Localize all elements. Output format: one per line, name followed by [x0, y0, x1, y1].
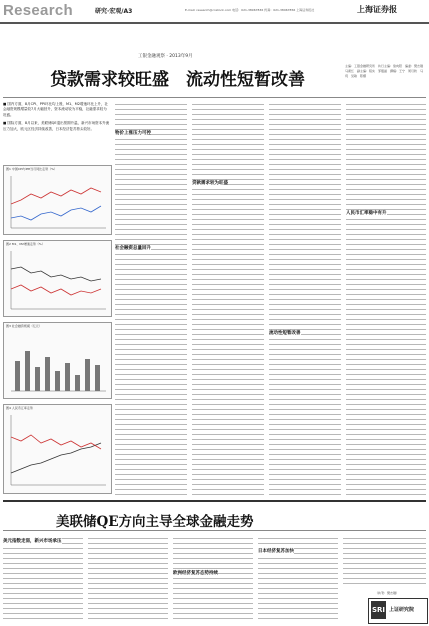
brand-logo-text: Research	[3, 2, 73, 19]
chart-plot	[6, 331, 108, 395]
section-subhead: 流动性短暂改善	[269, 331, 301, 336]
chart-money-supply	[3, 240, 112, 317]
section-subhead: 物价上涨压力可控	[115, 131, 151, 136]
summary-paragraph: ■ 国内方面，8月CPI、PPI环比均上涨，M1、M2增速环比上升，社会融资规模增量较7月大幅回升，资本流动较为平稳，社融需求较为旺盛。	[3, 102, 108, 117]
chart-plot	[6, 413, 108, 489]
chart-exchange-rate	[3, 404, 112, 494]
main-headline: 贷款需求较旺盛 流动性短暂改善	[50, 70, 305, 90]
chart-title: 图3 社会融资规模（亿元）	[6, 324, 42, 328]
section-subhead: 欧洲经济复苏态势持续	[173, 571, 218, 576]
institute-logo-icon: SRI	[371, 601, 386, 619]
chart-title: 图1 中国CPI与PPI当月同比走势（%）	[6, 167, 58, 171]
editorial-credits: 主编：工银金融研究所 执行主编：詹向阳 编委：樊志刚 马素红 副主编：程实 邹蕴涵 撰稿：王宁 周月秋 马玥 吴敏 陈娜	[345, 64, 427, 78]
contact-line: E-mail: research@cnstock.com 电话：021-38967836 传真：021-38967856 上海证券报社	[185, 8, 315, 12]
summary-paragraph: ■ 国际方面，8月以来，美联储QE退出预期升温，新兴市场资本外流压力加大，欧元区经济持续改善，日本经济复苏势头较好。	[3, 121, 110, 131]
feature-headline: 美联储QE方向主导全球金融走势	[56, 514, 254, 530]
text-column	[343, 536, 426, 588]
text-column	[192, 102, 264, 497]
text-column	[173, 536, 253, 623]
author-byline: （执笔：樊志刚）	[375, 591, 400, 595]
chart-plot	[6, 174, 108, 232]
institute-name: 上证研究院	[389, 607, 415, 613]
feature-underline	[3, 530, 426, 531]
section-subhead: 社会融资总量回升	[115, 246, 151, 251]
institute-logo-box	[368, 598, 428, 624]
text-column	[3, 536, 83, 623]
text-column	[346, 102, 426, 497]
headline-divider	[3, 97, 426, 98]
section-subhead: 日本经济复苏加快	[258, 549, 294, 554]
section-label: 研究·宏观/A3	[95, 8, 133, 15]
paper-name: 上海证券报	[357, 4, 397, 14]
feature-divider	[3, 500, 426, 502]
section-subhead: 美元指数走弱，新兴市场承压	[3, 539, 62, 544]
article-kicker: 工银金融观察 · 2013年9月	[138, 54, 193, 59]
chart-title: 图2 M1、M2增速走势（%）	[6, 242, 45, 246]
chart-title: 图4 人民币汇率走势	[6, 406, 33, 410]
chart-cpi-ppi	[3, 165, 112, 235]
page-header	[0, 0, 429, 24]
text-column	[88, 536, 168, 623]
text-column	[115, 102, 187, 497]
article-summary	[3, 102, 110, 135]
text-column	[269, 102, 341, 497]
chart-social-financing	[3, 322, 112, 399]
section-subhead: 人民币汇率稳中有升	[346, 211, 387, 216]
section-subhead: 贷款需求较为旺盛	[192, 181, 228, 186]
chart-plot	[6, 249, 108, 313]
